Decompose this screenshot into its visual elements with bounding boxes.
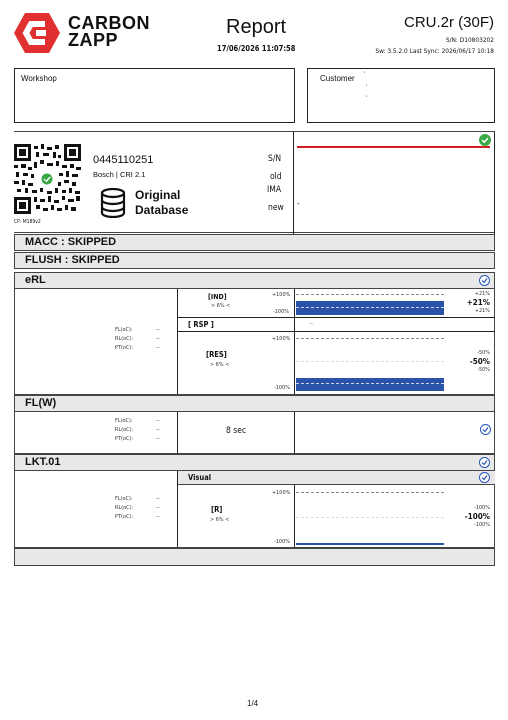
lkt-rl-value: --	[156, 505, 160, 511]
erl-rl-value: --	[156, 336, 160, 342]
ind-gridline-top	[296, 294, 444, 295]
workshop-box	[14, 68, 295, 123]
page-number: 1/4	[247, 699, 259, 708]
customer-label: Customer	[320, 74, 355, 83]
res-axis-top: +100%	[272, 336, 291, 342]
lkt-col-divider-2	[294, 485, 295, 547]
device-serial: S/N: D10803202	[445, 36, 494, 44]
erl-body	[14, 289, 495, 395]
section-footer-bar	[14, 548, 495, 566]
report-title: Report	[226, 16, 287, 38]
ind-tolerance: > 6% <	[211, 303, 231, 309]
flw-pt-value: --	[156, 436, 160, 442]
customer-box	[307, 68, 495, 123]
erl-rl-label: RL(oC):	[115, 336, 134, 342]
brand-name-line2: ZAPP	[68, 30, 119, 50]
ima-value: new	[268, 203, 284, 213]
ind-gridline-zero	[296, 307, 444, 308]
section-flush-label: FLUSH : SKIPPED	[25, 254, 120, 266]
r-value-bottom: -100%	[474, 522, 490, 528]
flw-fl-value: --	[156, 418, 160, 424]
res-gridline-mid	[296, 361, 444, 362]
sync-info: Sw: 3.5.2.0 Last Sync: 2026/06/17 10:18	[375, 47, 494, 55]
r-gridline-mid	[296, 517, 444, 518]
res-value: -50%	[469, 357, 490, 366]
database-label-line2: Database	[135, 203, 189, 217]
section-flw	[14, 395, 495, 412]
status-ok-icon	[479, 133, 491, 145]
res-gridline-top	[296, 338, 444, 339]
res-axis-bottom: -100%	[274, 385, 290, 391]
sn-label: S/N	[268, 154, 282, 164]
check-circle-icon	[479, 472, 490, 483]
erl-row-divider-1	[177, 317, 495, 318]
flw-col-divider-1	[177, 412, 178, 453]
section-erl-label: eRL	[25, 274, 46, 286]
erl-col-divider-1	[177, 289, 178, 394]
visual-row	[178, 471, 495, 485]
customer-line-3: '	[366, 96, 368, 102]
res-tolerance: > 6% <	[210, 362, 230, 368]
erl-col-divider-2	[294, 289, 295, 394]
erl-fl-label: FL(oC):	[115, 327, 133, 333]
brand-name-line1: CARBON	[68, 13, 150, 33]
ima-label: IMA	[267, 185, 282, 195]
section-lkt-label: LKT.01	[25, 456, 61, 468]
brand-logo	[14, 13, 60, 53]
injector-info-panel	[14, 131, 495, 233]
erl-pt-value: --	[156, 345, 160, 351]
erl-pt-label: PT(oC):	[115, 345, 134, 351]
rsp-label: [ RSP ]	[188, 320, 214, 329]
database-icon	[100, 188, 126, 218]
ind-axis-top: +100%	[272, 292, 291, 298]
section-lkt	[14, 454, 495, 471]
section-flw-label: FL(W)	[25, 397, 57, 409]
section-erl	[14, 272, 495, 289]
ind-value: +21%	[466, 298, 490, 307]
check-circle-icon	[479, 457, 490, 468]
injector-system: Bosch | CRI 2.1	[93, 170, 146, 179]
ima-code-placeholder: -	[297, 199, 300, 208]
flw-rl-label: RL(oC):	[115, 427, 134, 433]
res-value-bottom: -50%	[477, 367, 490, 373]
flw-body	[14, 412, 495, 454]
r-gridline-top	[296, 492, 444, 493]
flw-fl-label: FL(oC):	[115, 418, 133, 424]
res-value-top: -50%	[477, 350, 490, 356]
device-model: CRU.2r (30F)	[403, 14, 494, 31]
ind-value-top: +21%	[474, 291, 490, 297]
check-circle-icon	[479, 275, 490, 286]
injector-right-border	[494, 132, 495, 234]
r-label: [R]	[211, 505, 223, 514]
ind-axis-bottom: -100%	[273, 309, 289, 315]
lkt-pt-label: PT(oC):	[115, 514, 134, 520]
lkt-fl-value: --	[156, 496, 160, 502]
database-label-line1: Original	[135, 188, 181, 202]
customer-line-1: '	[364, 72, 366, 78]
flw-col-divider-2	[294, 412, 295, 453]
status-red-line	[297, 146, 490, 148]
res-gridline-low	[296, 383, 444, 384]
section-flush	[14, 252, 495, 269]
lkt-rl-label: RL(oC):	[115, 505, 134, 511]
res-label: [RES]	[206, 350, 227, 359]
r-axis-bottom: -100%	[274, 539, 290, 545]
sn-value: old	[270, 172, 282, 182]
customer-line-2: '	[366, 85, 368, 91]
visual-label: Visual	[188, 473, 212, 482]
r-value-top: -100%	[474, 505, 490, 511]
injector-divider	[293, 132, 294, 234]
res-bar	[296, 378, 444, 391]
section-macc-label: MACC : SKIPPED	[25, 236, 117, 248]
injector-part-number: 0445110251	[93, 154, 154, 166]
workshop-label: Workshop	[21, 74, 57, 83]
erl-fl-value: --	[156, 327, 160, 333]
flw-duration: 8 sec	[226, 426, 247, 436]
erl-row-divider-2	[177, 331, 495, 332]
flw-pt-label: PT(oC):	[115, 436, 134, 442]
r-bar	[296, 543, 444, 545]
report-datetime: 17/06/2026 11:07:58	[217, 44, 296, 53]
ind-value-bottom: +21%	[474, 308, 490, 314]
flw-rl-value: --	[156, 427, 160, 433]
cp-version: CP: M189v2	[14, 219, 41, 225]
section-macc	[14, 234, 495, 251]
lkt-pt-value: --	[156, 514, 160, 520]
lkt-body	[14, 471, 495, 548]
r-value: -100%	[464, 512, 490, 521]
ind-label: [IND]	[208, 293, 227, 301]
rsp-value: ...	[309, 320, 314, 326]
check-circle-icon	[480, 424, 491, 435]
qr-code	[14, 144, 81, 214]
lkt-fl-label: FL(oC):	[115, 496, 133, 502]
r-axis-top: +100%	[272, 490, 291, 496]
ind-bar	[296, 301, 444, 315]
r-tolerance: > 6% <	[210, 517, 230, 523]
